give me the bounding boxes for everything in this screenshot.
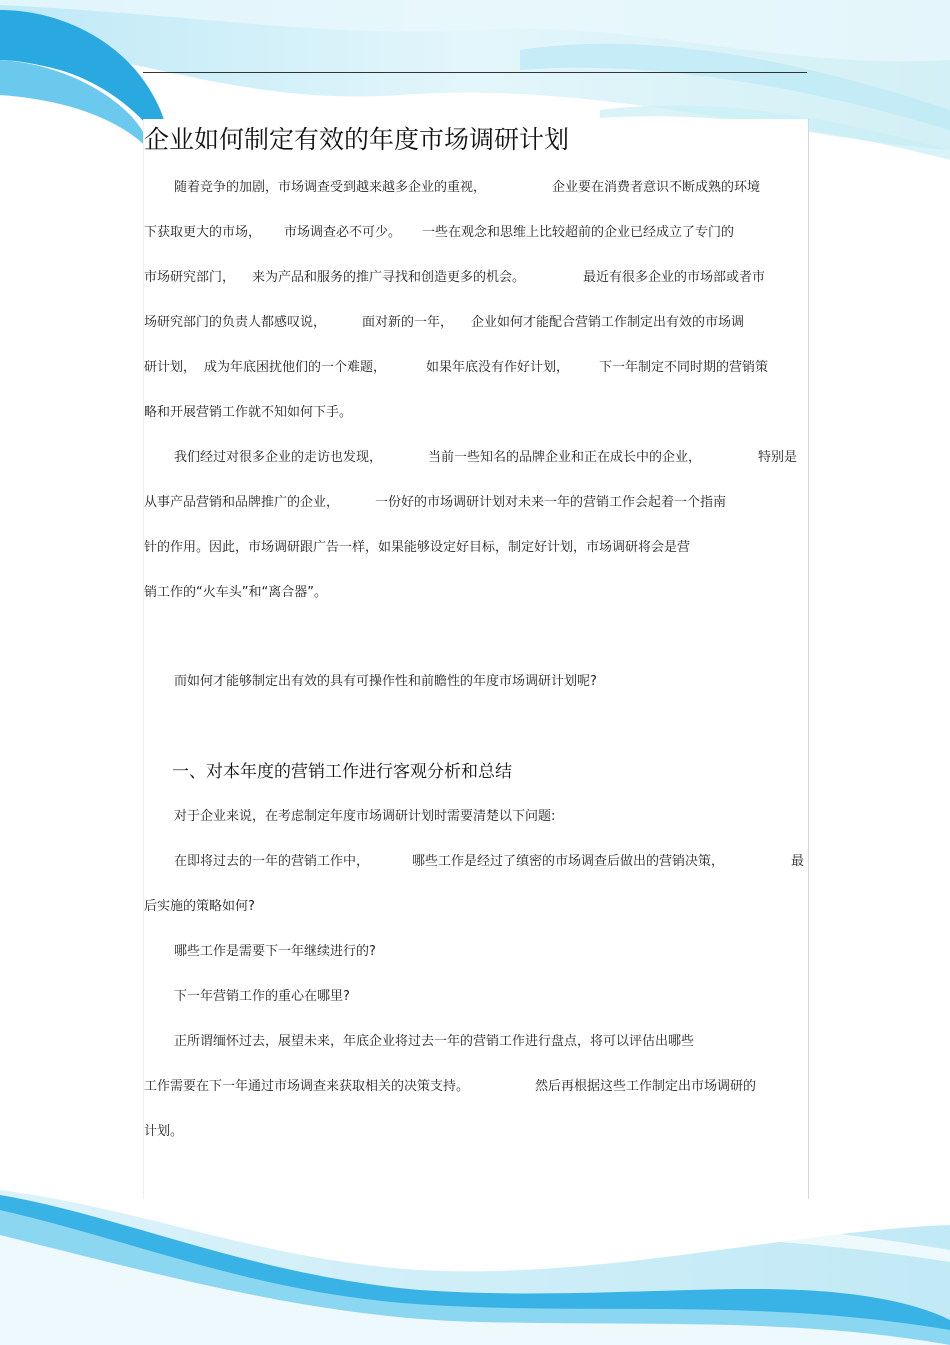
text-segment: 场研究部门的负责人都感叹说， [144,315,327,330]
question-line [144,671,808,693]
text-segment: 一些在观念和思维上比较超前的企业已经成立了专门的 [422,225,735,240]
section-1-heading: 一、对本年度的营销工作进行客观分析和总结 [172,762,512,782]
text-segment: 最近有很多企业的市场部或者市 [583,270,766,285]
text-segment: 从事产品营销和品牌推广的企业， [144,495,340,510]
text-segment: 特别是 [758,450,798,465]
text-segment: 成为年底困扰他们的一个难题， [204,360,387,375]
text-segment: 我们经过对很多企业的走访也发现， [174,450,383,465]
text-segment: 销工作的“火车头”和“离合器”。 [144,585,327,600]
text-segment: 市场研究部门， [144,270,236,285]
paragraph-2-line-4 [144,582,808,604]
text-segment: 下获取更大的市场， [144,225,262,240]
text-segment: 而如何才能够制定出有效的具有可操作性和前瞻性的年度市场调研计划呢? [174,674,597,689]
text-segment: 企业要在消费者意识不断成熟的环境 [552,180,761,195]
section-1-intro [144,806,808,828]
text-segment: 计划。 [144,1124,184,1139]
text-segment: 对于企业来说，在考虑制定年度市场调研计划时需要清楚以下问题: [174,809,556,824]
section-1-question-1-cont [144,896,808,918]
text-segment: 面对新的一年， [362,315,454,330]
paragraph-1-line-1 [144,177,808,199]
text-segment: 如果年底没有作好计划， [426,360,570,375]
text-segment: 一份好的市场调研计划对未来一年的营销工作会起着一个指南 [375,495,727,510]
text-segment: 企业如何才能配合营销工作制定出有效的市场调 [471,315,745,330]
text-segment: 研计划， [144,360,197,375]
section-1-conclusion-line-2 [144,1076,808,1098]
text-segment: 后实施的策略如何? [144,899,255,914]
text-segment: 来为产品和服务的推广寻找和创造更多的机会。 [252,270,526,285]
paragraph-1-line-6 [144,402,808,424]
text-segment: 随着竞争的加剧，市场调查受到越来越多企业的重视， [174,180,487,195]
paragraph-2-line-3 [144,537,808,559]
text-segment: 哪些工作是需要下一年继续进行的? [174,944,376,959]
text-segment: 市场调查必不可少。 [284,225,402,240]
section-1-question-3 [144,986,808,1008]
text-segment: 然后再根据这些工作制定出市场调研的 [535,1079,757,1094]
paragraph-2-line-2 [144,492,808,514]
section-1-question-2 [144,941,808,963]
text-segment: 下一年制定不同时期的营销策 [599,360,769,375]
section-1-conclusion-line-1 [144,1031,808,1053]
text-segment: 最 [791,854,805,869]
text-segment: 针的作用。因此，市场调研跟广告一样，如果能够设定好目标，制定好计划，市场调研将会是营 [144,540,691,555]
header-rule [143,72,807,73]
section-1-question-1 [144,851,808,873]
text-segment: 工作需要在下一年通过市场调查来获取相关的决策支持。 [144,1079,470,1094]
paragraph-1-line-4 [144,312,808,334]
text-segment: 下一年营销工作的重心在哪里? [174,989,350,1004]
paragraph-2-line-1 [144,447,808,469]
section-1-conclusion-line-3 [144,1121,808,1143]
text-segment: 略和开展营销工作就不知如何下手。 [144,405,353,420]
text-segment: 正所谓缅怀过去，展望未来，年底企业将过去一年的营销工作进行盘点，将可以评估出哪些 [174,1034,695,1049]
text-segment: 在即将过去的一年的营销工作中， [174,854,370,869]
text-segment: 当前一些知名的品牌企业和正在成长中的企业， [428,450,702,465]
text-segment: 哪些工作是经过了缜密的市场调查后做出的营销决策， [412,854,725,869]
paragraph-1-line-5 [144,357,808,379]
paragraph-1-line-2 [144,222,808,244]
document-title: 企业如何制定有效的年度市场调研计划 [144,125,570,154]
paragraph-1-line-3 [144,267,808,289]
